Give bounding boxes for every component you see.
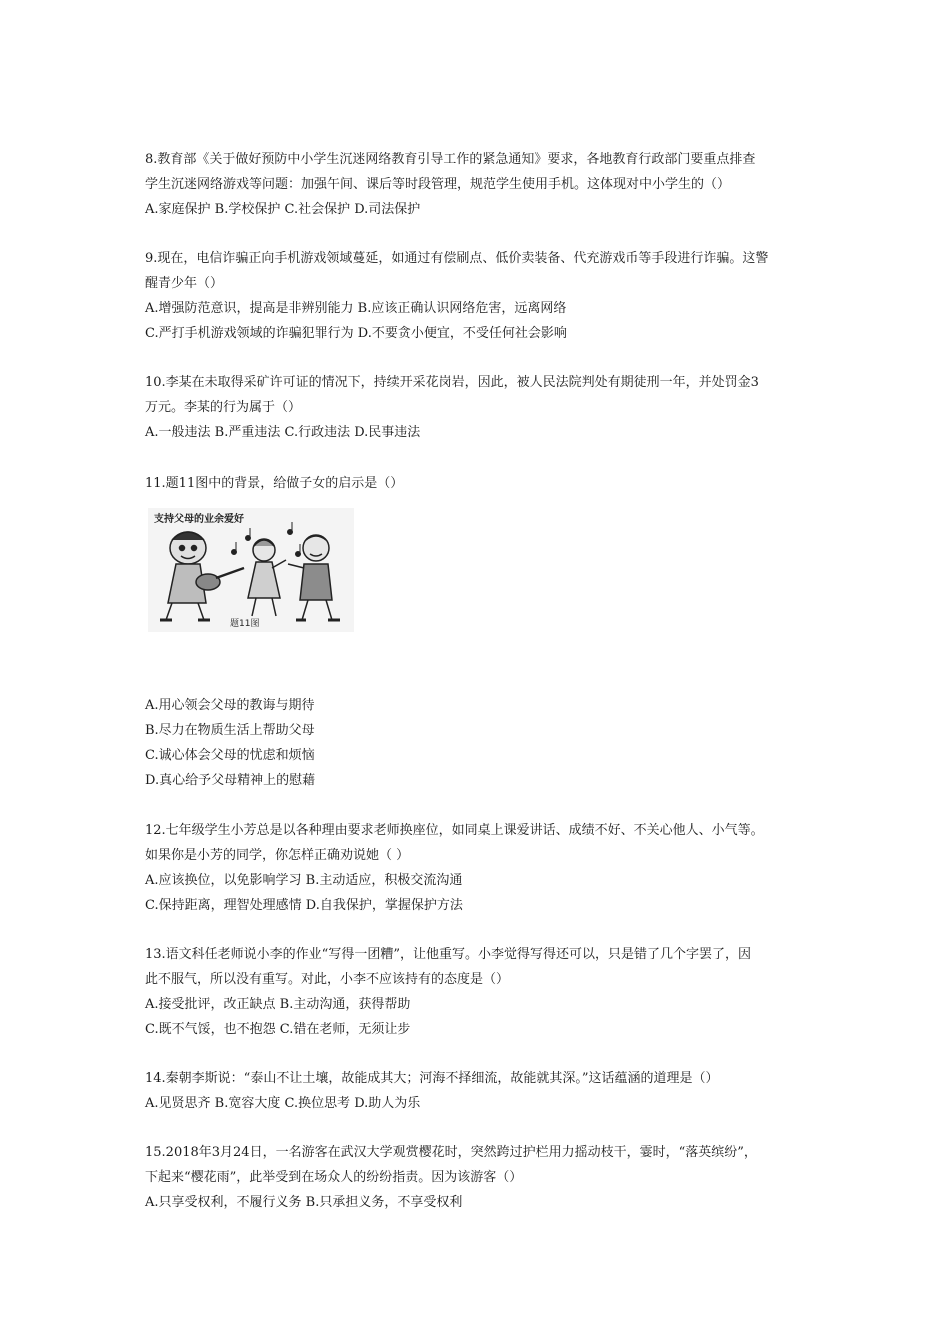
q11-stem: 11.题11图中的背景，给做子女的启示是（） (145, 476, 404, 491)
figure-title: 支持父母的业余爱好 (154, 514, 244, 525)
q10-stem-line1: 10.李某在未取得采矿许可证的情况下，持续开采花岗岩，因此，被人民法院判处有期徒刑一年，并处罚金3 (145, 375, 759, 390)
q14-options: A.见贤思齐 B.宽容大度 C.换位思考 D.助人为乐 (145, 1096, 421, 1111)
q11-figure (148, 508, 354, 632)
q15-stem-line2: 下起来“樱花雨”，此举受到在场众人的纷纷指责。因为该游客（） (145, 1170, 523, 1185)
q13-stem-line2: 此不服气，所以没有重写。对此，小李不应该持有的态度是（） (145, 972, 510, 987)
q15-options: A.只享受权利，不履行义务 B.只承担义务，不享受权利 (145, 1195, 463, 1210)
q11-option-c: C.诚心体会父母的忧虑和烦恼 (145, 748, 315, 763)
q11-option-b: B.尽力在物质生活上帮助父母 (145, 723, 315, 738)
q8-options: A.家庭保护 B.学校保护 C.社会保护 D.司法保护 (145, 202, 421, 217)
q12-options-line2: C.保持距离，理智处理感情 D.自我保护，掌握保护方法 (145, 898, 463, 913)
q11-option-d: D.真心给予父母精神上的慰藉 (145, 773, 316, 788)
q13-options-line1: A.接受批评，改正缺点 B.主动沟通，获得帮助 (145, 997, 411, 1012)
q10-options: A.一般违法 B.严重违法 C.行政违法 D.民事违法 (145, 425, 421, 440)
q14-stem: 14.秦朝李斯说：“泰山不让土壤，故能成其大；河海不择细流，故能就其深。”这话蕴涵的道理是（） (145, 1071, 719, 1086)
q12-options-line1: A.应该换位，以免影响学习 B.主动适应，积极交流沟通 (145, 873, 463, 888)
q12-stem-line1: 12.七年级学生小芳总是以各种理由要求老师换座位，如同桌上课爱讲话、成绩不好、不关心他人、小气等。 (145, 823, 764, 838)
q12-stem-line2: 如果你是小芳的同学，你怎样正确劝说她（ ） (145, 848, 410, 863)
figure-caption: 题11图 (230, 619, 260, 629)
q15-stem-line1: 15.2018年3月24日，一名游客在武汉大学观赏樱花时，突然跨过护栏用力摇动枝干，霎时，“落英缤纷”， (145, 1145, 757, 1160)
q13-stem-line1: 13.语文科任老师说小李的作业“写得一团糟”，让他重写。小李觉得写得还可以，只是错了几个字罢了，因 (145, 947, 751, 962)
q8-stem-line1: 8.教育部《关于做好预防中小学生沉迷网络教育引导工作的紧急通知》要求，各地教育行政部门要重点排查 (145, 152, 756, 167)
q8-stem-line2: 学生沉迷网络游戏等问题：加强午间、课后等时段管理，规范学生使用手机。这体现对中小学生的（） (145, 177, 731, 192)
q13-options-line2: C.既不气馁，也不抱怨 C.错在老师，无须让步 (145, 1022, 411, 1037)
q10-stem-line2: 万元。李某的行为属于（） (145, 400, 302, 415)
q11-option-a: A.用心领会父母的教诲与期待 (145, 698, 315, 713)
q9-options-line1: A.增强防范意识，提高是非辨别能力 B.应该正确认识网络危害，远离网络 (145, 301, 567, 316)
q9-options-line2: C.严打手机游戏领域的诈骗犯罪行为 D.不要贪小便宜，不受任何社会影响 (145, 326, 567, 341)
q9-stem-line2: 醒青少年（） (145, 276, 224, 291)
q9-stem-line1: 9.现在，电信诈骗正向手机游戏领域蔓延，如通过有偿刷点、低价卖装备、代充游戏币等手段进行诈骗。这警 (145, 251, 769, 266)
parents-hobby-illustration (148, 508, 354, 632)
